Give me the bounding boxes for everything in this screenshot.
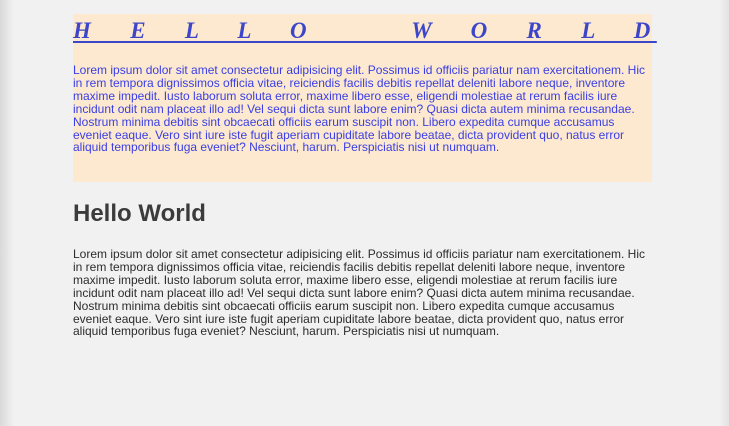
styled-paragraph: Lorem ipsum dolor sit amet consectetur adipisicing elit. Possimus id officiis pariatur nam exercitationem. Hic in rem tempora dignissimos officia vitae, reiciendis facilis debitis repellat deleniti labore neque, inventore maxime impedit. Iusto laborum soluta error, maxime libero esse, eligendi molestiae at rerum facilis iure incidunt odit nam placeat illo ad! Vel sequi dicta sunt labore enim? Quasi dicta autem minima recusandae. Nostrum minima debitis sint obcaecati officiis earum suscipit non. Libero expedita cumque accusamus eveniet eaque. Vero sint iure iste fugit aperiam cupiditate labore beatae, dicta provident quo, natus error aliquid temporibus fuga eveniet? Nesciunt, harum. Perspiciatis nisi ut numquam.: [73, 63, 646, 155]
plain-heading: Hello World: [73, 200, 206, 227]
window-edge-left: [0, 0, 14, 426]
plain-paragraph: Lorem ipsum dolor sit amet consectetur adipisicing elit. Possimus id officiis pariatur nam exercitationem. Hic in rem tempora dignissimos officia vitae, reiciendis facilis debitis repellat deleniti labore neque, inventore maxime impedit. Iusto laborum soluta error, maxime libero esse, eligendi molestiae at rerum facilis iure incidunt odit nam placeat illo ad! Vel sequi dicta sunt labore enim? Quasi dicta autem minima recusandae. Nostrum minima debitis sint obcaecati officiis earum suscipit non. Libero expedita cumque accusamus eveniet eaque. Vero sint iure iste fugit aperiam cupiditate labore beatae, dicta provident quo, natus error aliquid temporibus fuga eveniet? Nesciunt, harum. Perspiciatis nisi ut numquam.: [73, 247, 646, 339]
styled-heading: H E L L O W O R L D: [73, 18, 657, 43]
styled-section: [73, 14, 657, 182]
window-edge-right: [719, 0, 729, 426]
